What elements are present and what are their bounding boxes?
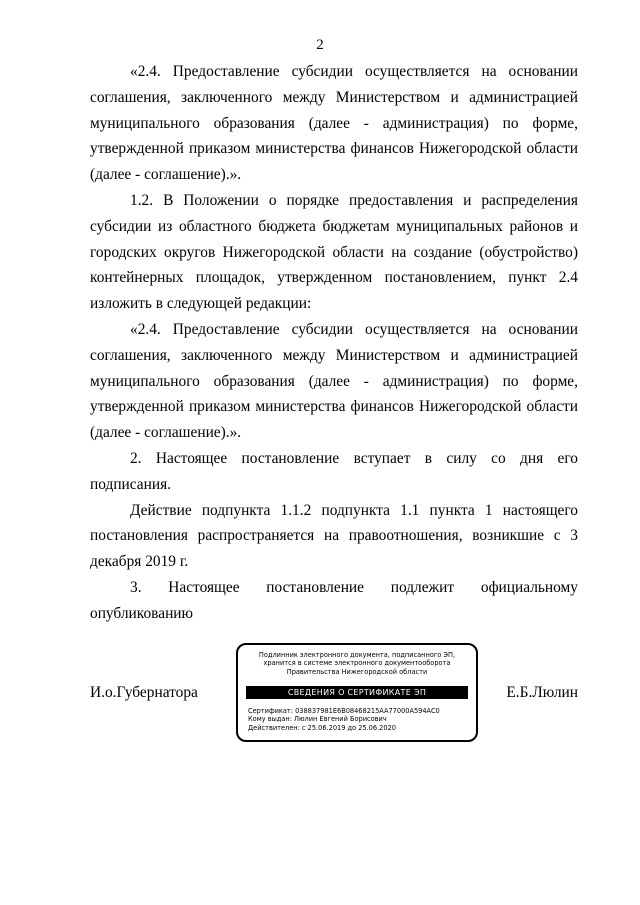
- signer-position: И.о.Губернатора: [90, 684, 198, 701]
- stamp-line-3: Правительства Нижегородской области: [286, 667, 428, 676]
- document-body: [90, 59, 578, 627]
- stamp-header: [238, 651, 476, 676]
- stamp-line-2: хранится в системе электронного документооборота: [263, 659, 451, 668]
- stamp-validity: Действителен: с 25.06.2019 до 25.06.2020: [248, 723, 396, 732]
- stamp-certificate: Сертификат: 038837981E6B08468215AA77000A594AC0: [248, 707, 440, 715]
- paragraph-quote-2: «2.4. Предоставление субсидии осуществляется на основании соглашения, заключенного между Министерством и администрацией муниципального образования (далее - администрация) по форме, утвержденной приказом министерства финансов Нижегородской области (далее - соглашение).».: [90, 320, 578, 442]
- page-number: 2: [316, 37, 324, 53]
- electronic-signature-stamp: [236, 643, 478, 742]
- stamp-certificate-info: [248, 707, 470, 732]
- stamp-line-1: Подлинник электронного документа, подписанного ЭП,: [258, 651, 456, 659]
- signer-name: Е.Б.Люлин: [506, 684, 578, 701]
- stamp-issued-to: Кому выдан: Люлин Евгений Борисович: [248, 715, 387, 724]
- paragraph-quote-1: «2.4. Предоставление субсидии осуществляется на основании соглашения, заключенного между Министерством и администрацией муниципального образования (далее - администрация) по форме, утвержденной приказом министерства финансов Нижегородской области (далее - соглашение).».: [90, 63, 578, 184]
- paragraph-effect: Действие подпункта 1.1.2 подпункта 1.1 пункта 1 настоящего постановления распространяется на правоотношения, возникшие с 3 декабря 2019 г.: [90, 501, 578, 571]
- stamp-banner: СВЕДЕНИЯ О СЕРТИФИКАТЕ ЭП: [246, 686, 468, 699]
- paragraph-3: 3. Настоящее постановление подлежит официальному опубликованию: [90, 578, 578, 622]
- paragraph-1-2: 1.2. В Положении о порядке предоставления и распределения субсидии из областного бюджета бюджетам муниципальных районов и городских округов Нижегородской области на создание (обустройство) контейнерных площадок, утвержденном постановлением, пункт 2.4 изложить в следующей редакции:: [90, 191, 578, 313]
- paragraph-2: 2. Настоящее постановление вступает в силу со дня его подписания.: [90, 449, 578, 493]
